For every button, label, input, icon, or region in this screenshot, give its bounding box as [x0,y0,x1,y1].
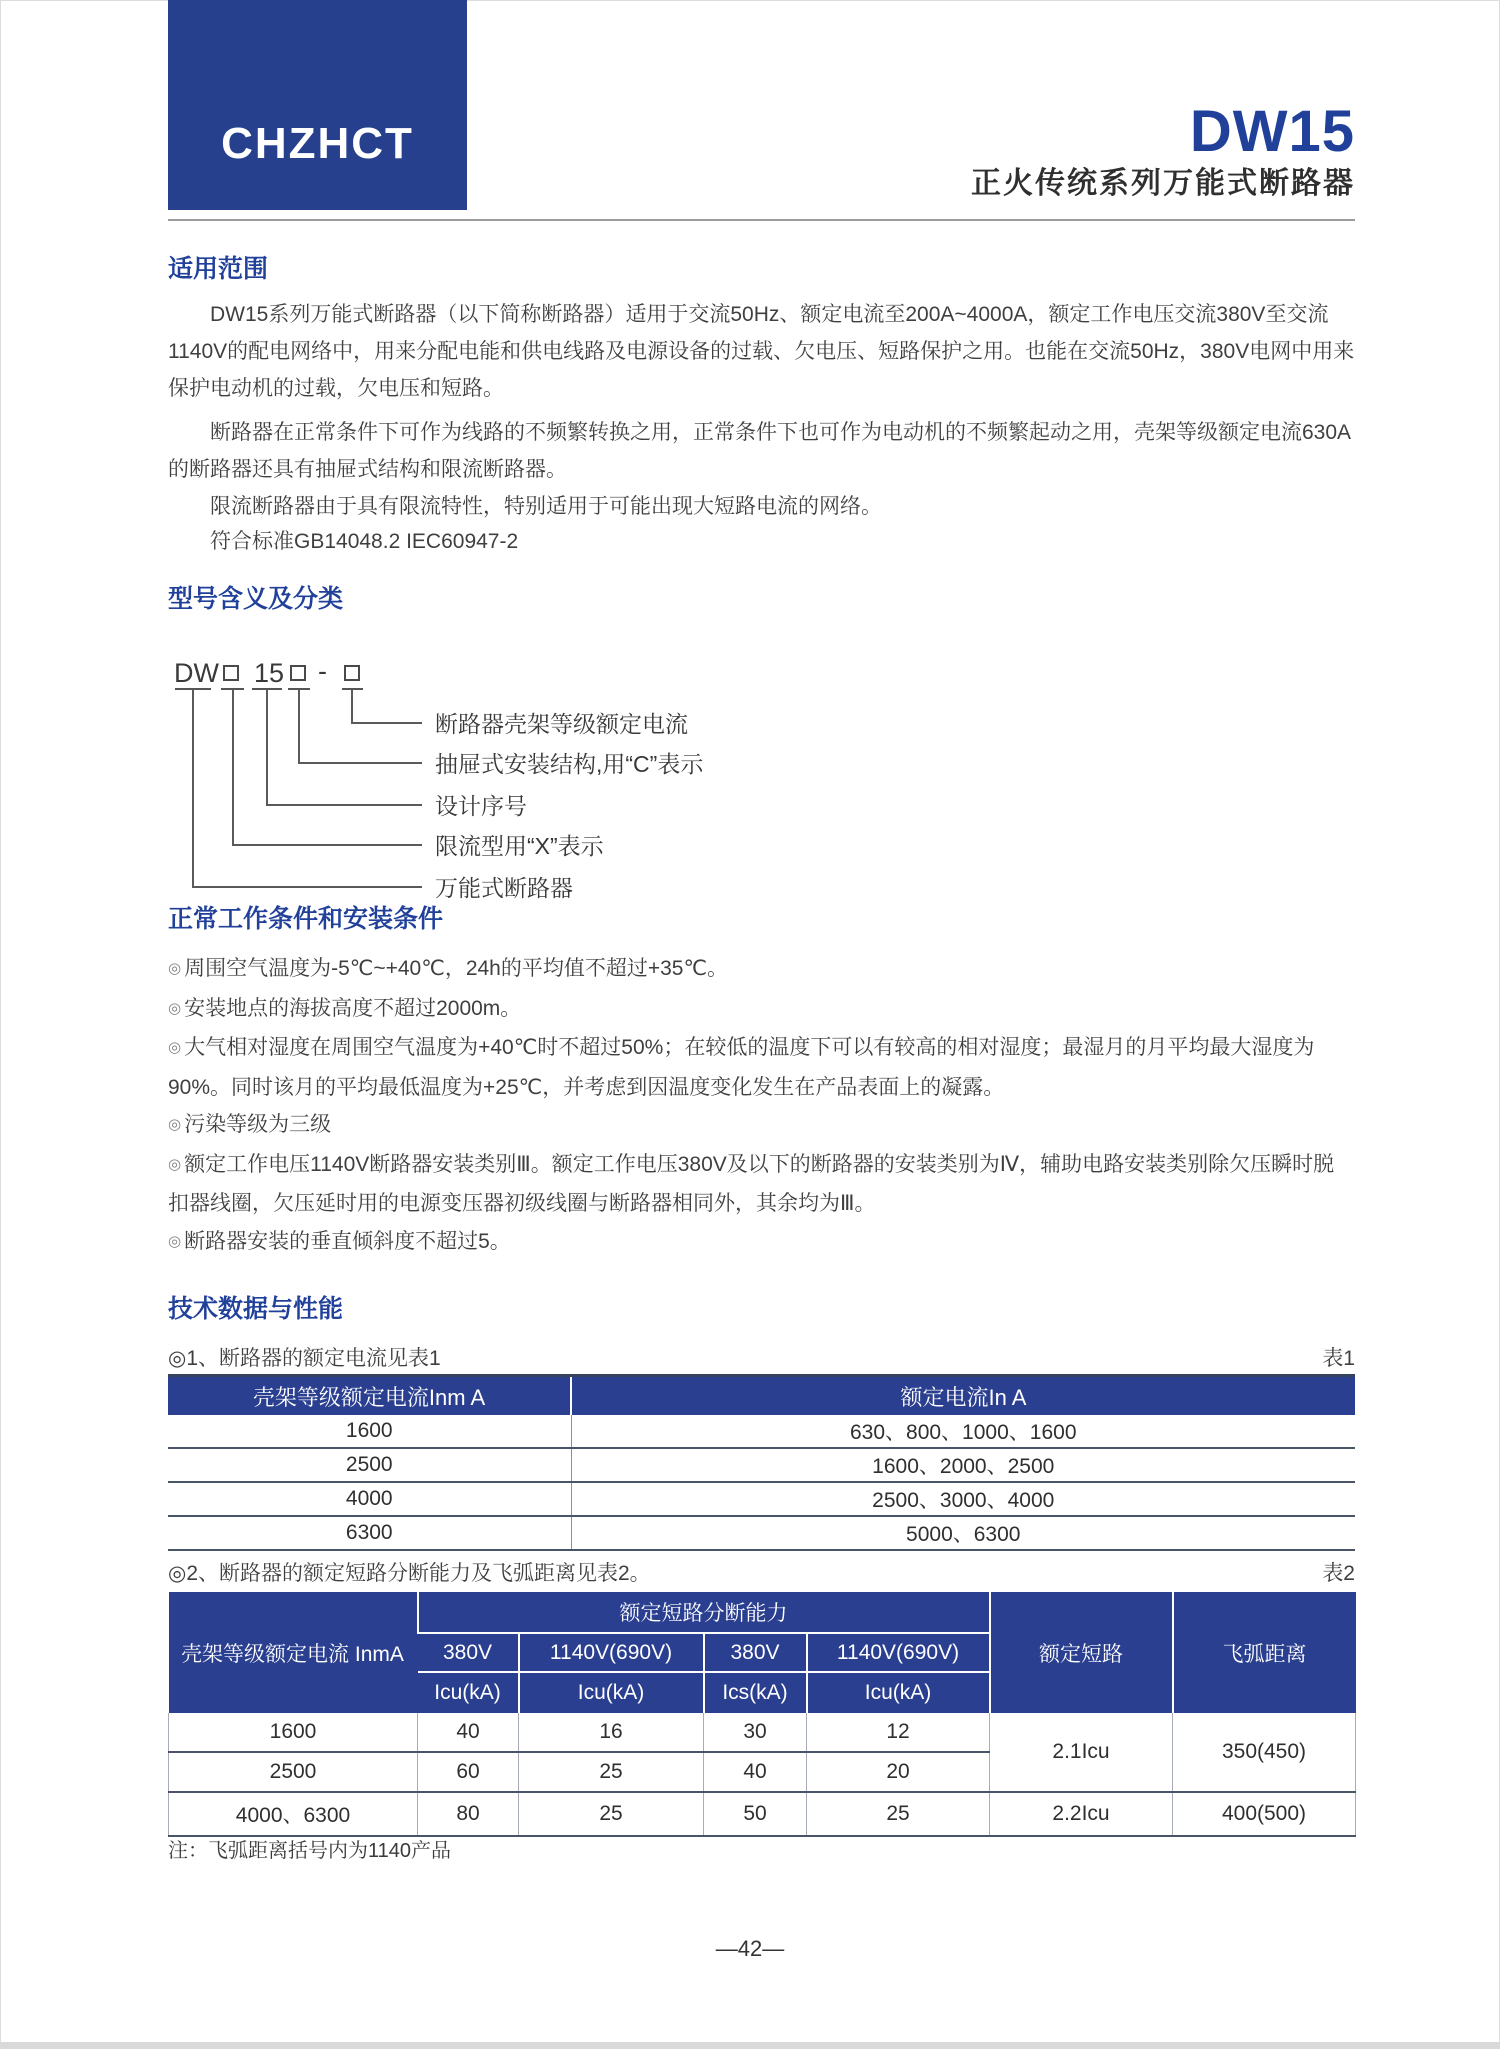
bullet-icon: ◎ [168,960,182,977]
connector-line [192,690,422,888]
model-code-dash: - [318,656,327,686]
product-model-title: DW15 [1189,99,1355,164]
column-header-short-circuit: 额定短路 [990,1592,1173,1713]
cell-frame-current: 1600 [169,1713,418,1752]
scope-paragraph-3: 限流断路器由于具有限流特性，特别适用于可能出现大短路电流的网络。 [210,495,882,518]
cell-value: 25 [519,1792,704,1836]
scope-paragraph-2: 断路器在正常条件下可作为线路的不频繁转换之用，正常条件下也可作为电动机的不频繁起动之用，壳架等级额定电流630A的断路器还具有抽屉式结构和限流断路器。 [168,421,1352,481]
table1-tag: 表1 [1322,1347,1355,1370]
diagram-label-drawer-type: 抽屉式安装结构,用“C”表示 [435,751,704,777]
cell-value: 25 [807,1792,990,1836]
cell-frame-current: 1600 [168,1415,571,1448]
diagram-label-current-limiting: 限流型用“X”表示 [435,833,604,859]
condition-item [168,1223,1355,1263]
bullet-icon: ◎ [168,1155,182,1173]
table-header-row [168,1376,1355,1416]
model-code-diagram [168,650,1355,910]
column-header-unit: Icu(kA) [807,1672,990,1713]
cell-value: 20 [807,1752,990,1792]
cell-value: 40 [418,1713,519,1752]
column-header-voltage: 380V [704,1633,807,1672]
condition-text: 大气相对湿度在周围空气温度为+40℃时不超过50%；在较低的温度下可以有较高的相对湿度；最湿月的月平均最大湿度为90%。同时该月的平均最低温度为+25℃，并考虑到因温度变化发生在产品表面上的凝露。 [168,1036,1315,1099]
page-bottom-edge [0,2042,1500,2049]
scope-paragraph-1: DW15系列万能式断路器（以下简称断路器）适用于交流50Hz、额定电流至200A~4000A，额定工作电压交流380V至交流1140V的配电网络中，用来分配电能和供电线路及电源设备的过载、欠电压、短路保护之用。也能在交流50Hz，380V电网中用来保护电动机的过载，欠电压和短路。 [168,303,1355,400]
table1-caption-row [168,1342,1355,1372]
cell-short-circuit: 2.2Icu [990,1792,1173,1836]
column-header-arc-distance: 飞弧距离 [1173,1592,1356,1713]
product-series-subtitle: 正火传统系列万能式断路器 [971,167,1355,200]
cell-rated-current: 1600、2000、2500 [571,1448,1355,1482]
condition-text: 额定工作电压1140V断路器安装类别Ⅲ。额定工作电压380V及以下的断路器的安装类别为Ⅳ，辅助电路安装类别除欠压瞬时脱扣器线圈，欠压延时用的电源变压器初级线圈与断路器相同外，其余均为Ⅲ。 [168,1152,1335,1215]
cell-frame-current: 6300 [168,1516,571,1550]
diagram-label-design-number: 设计序号 [435,793,527,819]
section-title-conditions: 正常工作条件和安装条件 [168,905,444,933]
table-row [169,1792,1356,1836]
scope-paragraph-4: 符合标准GB14048.2 IEC60947-2 [210,530,519,553]
column-header-frame-current: 壳架等级额定电流 InmA [169,1592,418,1713]
condition-item [168,1029,1355,1106]
condition-item [168,950,1355,990]
table2-footnote: 注：飞弧距离括号内为1140产品 [168,1840,452,1862]
table-row [168,1482,1355,1516]
table2-tag: 表2 [1322,1562,1355,1585]
section-title-model: 型号含义及分类 [168,585,344,613]
cell-rated-current: 2500、3000、4000 [571,1482,1355,1516]
cell-rated-current: 630、800、1000、1600 [571,1415,1355,1448]
column-header-unit: Icu(kA) [519,1672,704,1713]
table1-caption: ◎1、断路器的额定电流见表1 [168,1347,441,1370]
table-row [168,1415,1355,1448]
column-header: 壳架等级额定电流Inm A [168,1376,571,1416]
table-row [169,1713,1356,1752]
condition-item [168,1106,1355,1146]
cell-frame-current: 4000 [168,1482,571,1516]
column-header-unit: Ics(kA) [704,1672,807,1713]
placeholder-box-icon [344,665,360,681]
rated-current-table [168,1374,1355,1551]
cell-value: 30 [704,1713,807,1752]
cell-value: 50 [704,1792,807,1836]
column-header-voltage: 380V [418,1633,519,1672]
bullet-icon: ◎ [168,999,182,1017]
bullet-icon: ◎ [168,1232,182,1250]
cell-frame-current: 4000、6300 [169,1792,418,1836]
cell-short-circuit: 2.1Icu [990,1713,1173,1792]
cell-arc-distance: 400(500) [1173,1792,1356,1836]
conditions-list [168,950,1355,1262]
cell-frame-current: 2500 [169,1752,418,1792]
bullet-icon: ◎ [168,1116,182,1133]
condition-text: 周围空气温度为-5℃~+40℃，24h的平均值不超过+35℃。 [184,957,729,980]
page-content [168,0,1355,2049]
column-header-breaking-capacity: 额定短路分断能力 [418,1592,990,1633]
table2-caption-row [168,1557,1355,1587]
diagram-label-universal-breaker: 万能式断路器 [435,875,573,901]
condition-item [168,1146,1355,1223]
column-header-voltage: 1140V(690V) [807,1633,990,1672]
column-header: 额定电流In A [571,1376,1355,1416]
bullet-icon: ◎ [168,1039,182,1056]
cell-value: 60 [418,1752,519,1792]
condition-text: 安装地点的海拔高度不超过2000m。 [184,996,522,1020]
table-row [168,1516,1355,1550]
table-row [168,1448,1355,1482]
cell-value: 25 [519,1752,704,1792]
column-header-unit: Icu(kA) [418,1672,519,1713]
placeholder-box-icon [223,665,239,681]
column-header-voltage: 1140V(690V) [519,1633,704,1672]
condition-item [168,990,1355,1030]
cell-value: 80 [418,1792,519,1836]
page-number: —42— [715,1936,785,1961]
cell-rated-current: 5000、6300 [571,1516,1355,1550]
condition-text: 污染等级为三级 [184,1113,332,1136]
model-code-15: 15 [254,658,285,688]
table-header-row [169,1592,1356,1633]
section-title-scope: 适用范围 [168,255,269,283]
diagram-label-frame-current: 断路器壳架等级额定电流 [435,711,688,737]
cell-value: 40 [704,1752,807,1792]
condition-text: 断路器安装的垂直倾斜度不超过5。 [184,1229,511,1253]
section-title-tech: 技术数据与性能 [168,1295,344,1323]
cell-arc-distance: 350(450) [1173,1713,1356,1792]
cell-value: 16 [519,1713,704,1752]
brand-logo-text: CHZHCT [221,119,414,168]
model-code-dw: DW [174,658,219,688]
placeholder-box-icon [290,665,306,681]
table2-caption: ◎2、断路器的额定短路分断能力及飞弧距离见表2。 [168,1562,651,1585]
cell-value: 12 [807,1713,990,1752]
cell-frame-current: 2500 [168,1448,571,1482]
breaking-capacity-table [168,1592,1356,1837]
